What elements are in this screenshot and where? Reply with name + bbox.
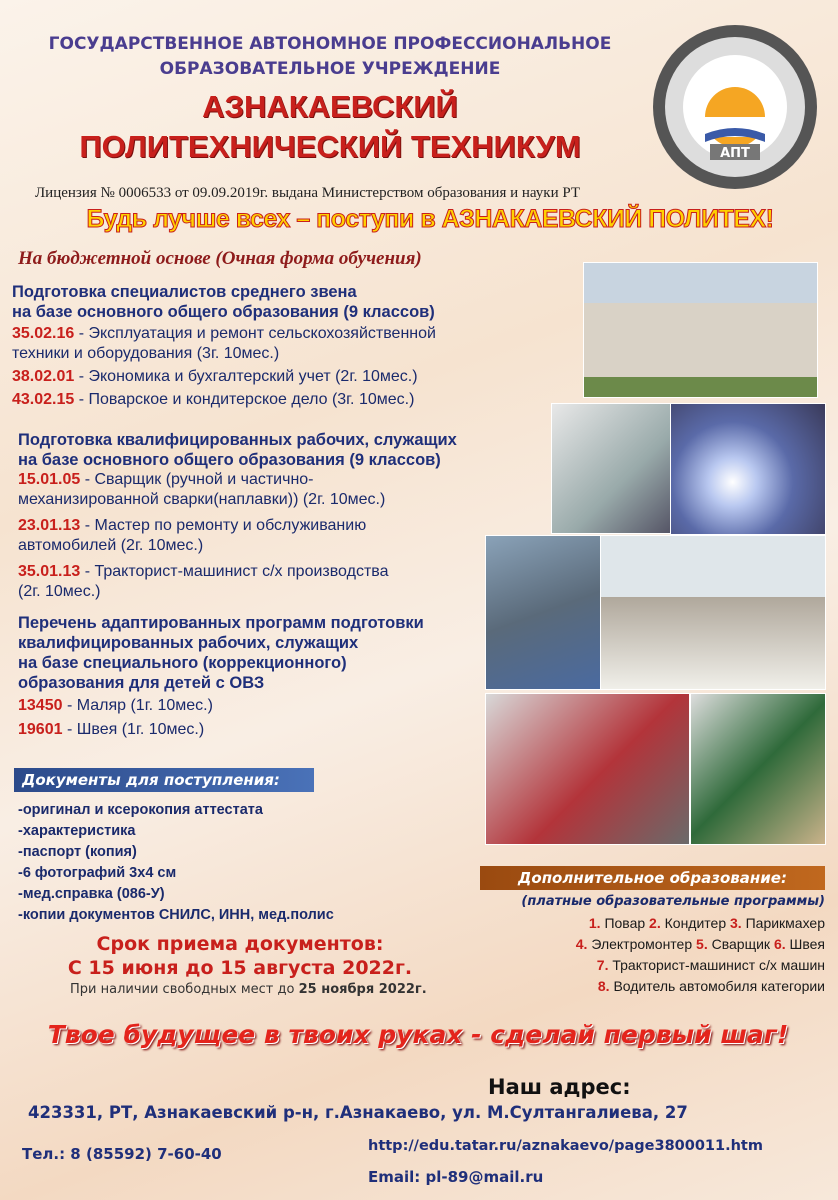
program-item-cont: (2г. 10мес.) xyxy=(18,583,101,600)
additional-line: 4. Электромонтер 5. Сварщик 6. Швея xyxy=(575,936,825,952)
section-title: образования для детей с ОВЗ xyxy=(18,674,265,692)
section-title: Перечень адаптированных программ подготовки xyxy=(18,614,424,632)
additional-line: 8. Водитель автомобиля категории xyxy=(597,978,825,994)
photo-sewing xyxy=(485,693,690,845)
section-adapted xyxy=(18,613,488,740)
org-type-line2: ОБРАЗОВАТЕЛЬНОЕ УЧРЕЖДЕНИЕ xyxy=(159,59,501,79)
section-specialists xyxy=(12,282,552,410)
documents-heading: Документы для поступления: xyxy=(14,768,314,792)
document-item: -оригинал и ксерокопия аттестата xyxy=(18,802,263,818)
section-workers xyxy=(18,430,558,602)
email-link[interactable]: Email: pl-89@mail.ru xyxy=(368,1168,544,1186)
program-item-cont: техники и оборудования (3г. 10мес.) xyxy=(12,345,280,362)
section-title: квалифицированных рабочих, служащих xyxy=(18,634,359,652)
slogan: Будь лучше всех – поступи в АЗНАКАЕВСКИЙ ПОЛИТЕХ! xyxy=(86,205,774,233)
deadline xyxy=(60,932,420,980)
program-item: 19601 - Швея (1г. 10мес.) xyxy=(18,721,205,738)
program-item: 43.02.15 - Поварское и кондитерское дело (3г. 10мес.) xyxy=(12,391,415,408)
college-name-line1: АЗНАКАЕВСКИЙ xyxy=(202,89,458,124)
additional-line: 7. Тракторист-машинист с/х машин xyxy=(596,957,825,973)
section-title: Подготовка специалистов среднего звена xyxy=(12,283,357,301)
org-type-line1: ГОСУДАРСТВЕННОЕ АВТОНОМНОЕ ПРОФЕССИОНАЛЬНОЕ xyxy=(48,34,612,54)
program-item: 15.01.05 - Сварщик (ручной и частично- xyxy=(18,471,314,488)
section-title: на базе основного общего образования (9 классов) xyxy=(12,303,435,321)
photo-building xyxy=(583,262,818,398)
additional-heading: Дополнительное образование: xyxy=(480,866,825,890)
document-item: -характеристика xyxy=(18,823,136,839)
additional-subtitle: (платные образовательные программы) xyxy=(521,894,825,909)
section-title: на базе основного общего образования (9 классов) xyxy=(18,451,441,469)
program-item-cont: механизированной сварки(наплавки)) (2г. 10мес.) xyxy=(18,491,386,508)
document-item: -паспорт (копия) xyxy=(18,844,137,860)
program-item: 23.01.13 - Мастер по ремонту и обслуживанию xyxy=(18,517,367,534)
photo-classroom xyxy=(600,535,826,690)
budget-heading: На бюджетной основе (Очная форма обучения) xyxy=(18,248,422,269)
phone: Тел.: 8 (85592) 7-60-40 xyxy=(22,1145,222,1163)
license-text: Лицензия № 0006533 от 09.09.2019г. выдана Министерством образования и науки РТ xyxy=(35,185,581,201)
photo-cooking xyxy=(551,403,671,534)
program-item: 35.01.13 - Тракторист-машинист с/х производства xyxy=(18,563,389,580)
program-item-cont: автомобилей (2г. 10мес.) xyxy=(18,537,204,554)
logo-abbr: АПТ xyxy=(720,146,750,161)
document-item: -копии документов СНИЛС, ИНН, мед.полис xyxy=(18,907,334,923)
website-link[interactable]: http://edu.tatar.ru/aznakaevo/page3800011.htm xyxy=(368,1138,763,1154)
section-title: на базе специального (коррекционного) xyxy=(18,654,347,672)
final-slogan: Твое будущее в твоих руках - сделай первый шаг! xyxy=(47,1020,789,1049)
program-item: 38.02.01 - Экономика и бухгалтерский учет (2г. 10мес.) xyxy=(12,368,418,385)
document-item: -6 фотографий 3х4 см xyxy=(18,865,177,881)
additional-education xyxy=(480,866,825,997)
photo-painting xyxy=(690,693,826,845)
additional-line: 1. Повар 2. Кондитер 3. Парикмахер xyxy=(588,915,825,931)
address: 423331, РТ, Азнакаевский р-н, г.Азнакаево, ул. М.Султангалиева, 27 xyxy=(28,1103,688,1122)
program-item: 13450 - Маляр (1г. 10мес.) xyxy=(18,697,213,714)
photo-welding xyxy=(670,403,826,535)
program-item: 35.02.16 - Эксплуатация и ремонт сельскохозяйственной xyxy=(12,325,436,342)
deadline-dates: С 15 июня до 15 августа 2022г. xyxy=(67,957,413,979)
college-logo xyxy=(650,22,820,192)
deadline-extra: При наличии свободных мест до 25 ноября 2022г. xyxy=(70,982,427,997)
college-name-line2: ПОЛИТЕХНИЧЕСКИЙ ТЕХНИКУМ xyxy=(79,129,581,164)
address-heading: Наш адрес: xyxy=(488,1075,631,1099)
section-title: Подготовка квалифицированных рабочих, служащих xyxy=(18,431,457,449)
photo-car-repair xyxy=(485,535,601,690)
deadline-title: Срок приема документов: xyxy=(96,933,384,955)
document-item: -мед.справка (086-У) xyxy=(18,886,165,902)
documents-list xyxy=(18,800,334,926)
